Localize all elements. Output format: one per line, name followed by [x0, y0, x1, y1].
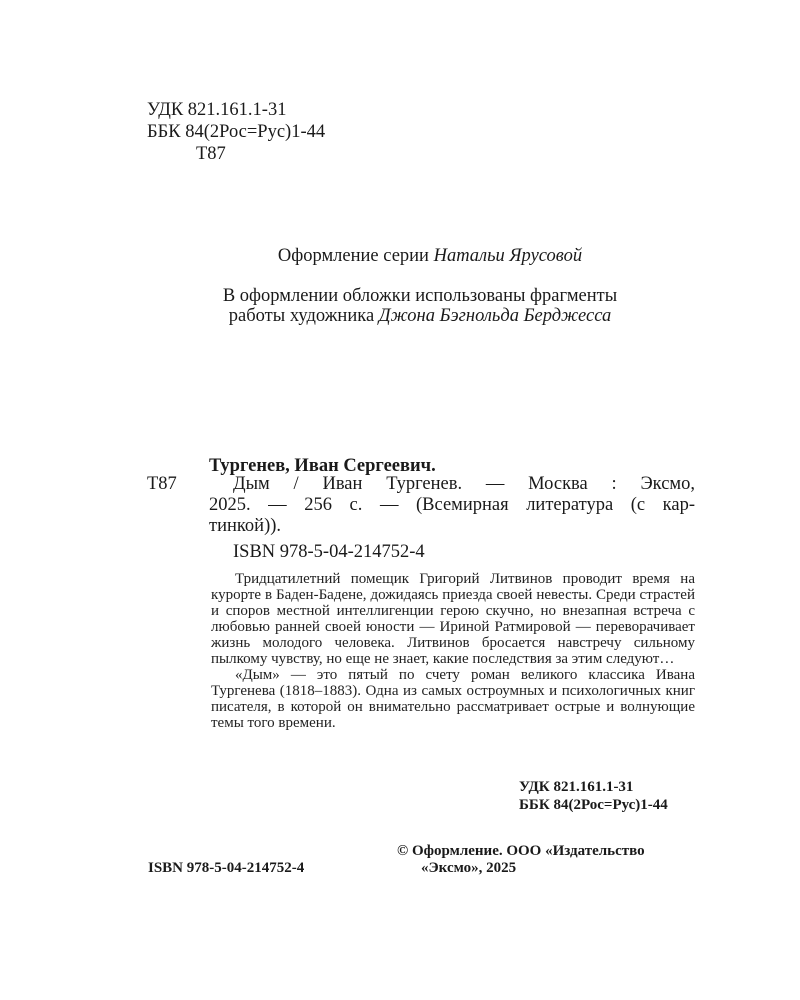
cover-artist-name: Джона Бэгнольда Берджесса [378, 306, 612, 326]
bottom-udk-code: УДК 821.161.1-31 [519, 779, 634, 795]
cover-credit-label: работы художника [228, 306, 379, 326]
series-design-label: Оформление серии [277, 246, 434, 266]
udk-code: УДК 821.161.1-31 [147, 100, 287, 120]
series-design-credit [0, 244, 800, 268]
bottom-bbk-code: ББК 84(2Рос=Рус)1-44 [519, 797, 668, 813]
footer-isbn: ISBN 978-5-04-214752-4 [148, 860, 305, 876]
annotation [211, 571, 695, 731]
bbk-code: ББК 84(2Рос=Рус)1-44 [147, 122, 326, 142]
series-designer-name: Натальи Ярусовой [433, 246, 583, 266]
cover-credit-line1: В оформлении обложки использованы фрагменты [222, 286, 618, 306]
entry-desc-line2: 2025. — 256 с. — (Всемирная литература (с кар- [209, 495, 695, 515]
entry-desc-line1: Дым / Иван Тургенев. — Москва : Эксмо, [233, 474, 695, 494]
copyright-line2: «Эксмо», 2025 [421, 860, 517, 876]
copyright-line1: © Оформление. ООО «Издательство [397, 843, 645, 859]
annotation-paragraph-1: Тридцатилетний помещик Григорий Литвинов проводит время на курорте в Баден-Бадене, дожидаясь приезда своей невесты. Среди страстей и споров местной интеллигенции герою скучно, но внезапная встреча с любовью ранней своей юности — Ириной Ратмировой — переворачивает жизнь молодого человека. Литвинов бросается навстречу сильному пылкому чувству, но еще не знает, какие последствия за этим следуют… [211, 571, 695, 667]
entry-mark: Т87 [147, 474, 177, 494]
annotation-paragraph-2: «Дым» — это пятый по счету роман великого классика Ивана Тургенева (1818–1883). Одна из самых остроумных и психологичных книг писателя, в которой он внимательно рассматривает острые и волнующие темы того времени. [211, 667, 695, 731]
entry-isbn: ISBN 978-5-04-214752-4 [233, 542, 425, 562]
entry-heading: Тургенев, Иван Сергеевич. [209, 456, 436, 476]
entry-desc-line3: тинкой)). [209, 516, 282, 536]
author-mark: Т87 [196, 144, 226, 164]
cover-credit-line2 [0, 304, 800, 328]
